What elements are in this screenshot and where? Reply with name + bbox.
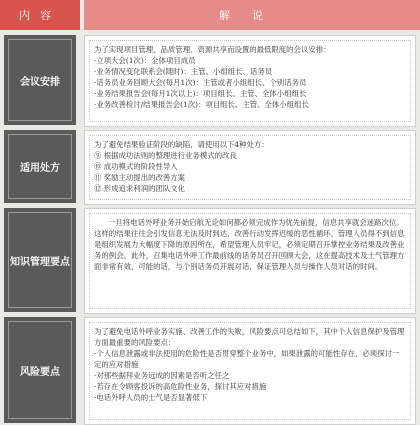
list-item: ·电话外呼人员的士气是否显著低下 bbox=[94, 393, 208, 402]
list-item: ·业务结果报告会(每月1次以上)：项目组长、主管、全体小组组长 bbox=[94, 89, 307, 98]
header-explanation-column: 解说 bbox=[84, 0, 420, 30]
row-content bbox=[89, 40, 411, 122]
list-item: ·业务改善检讨/结果报告会(1次)：项目组长、主管、全体小组组长 bbox=[94, 100, 309, 109]
list-item: ⑩ 成功模式的阶段性导入 bbox=[94, 162, 178, 171]
row-list bbox=[94, 150, 406, 194]
list-item: ⑫ 形成追求利润的团队文化 bbox=[94, 184, 186, 193]
row-content-box bbox=[84, 130, 416, 205]
row-content-box bbox=[84, 208, 416, 314]
row-intro: 为了避免结果验证阶段的缺陷，请使用以下4种处方： bbox=[94, 140, 269, 149]
row-label: 适用处方 bbox=[8, 134, 72, 199]
row-label-box bbox=[4, 35, 76, 125]
list-item: ·话务员业务回顾大会(每月1次)：主管或者小组组长、个别话务员 bbox=[94, 78, 307, 87]
row-prescription bbox=[0, 130, 420, 203]
row-content bbox=[89, 213, 411, 309]
list-item: ⑪ 奖励主动提出的改善方案 bbox=[94, 173, 186, 182]
row-intro: 为了避免电话外呼业务实施、改善工作的失败，风险要点可总结如下，其中个人信息保护及管理方面最重要的风险要点： bbox=[94, 327, 405, 347]
row-meeting bbox=[0, 35, 420, 125]
row-label: 会议安排 bbox=[8, 39, 72, 121]
table-header bbox=[0, 0, 420, 30]
row-label-box bbox=[4, 130, 76, 203]
row-label-box bbox=[4, 317, 76, 423]
row-list bbox=[94, 348, 406, 403]
list-item: ·立项大会(1次)：全体项目成员 bbox=[94, 56, 196, 65]
row-content-box bbox=[84, 35, 416, 127]
row-content bbox=[89, 322, 411, 420]
row-content-box bbox=[84, 317, 416, 425]
row-paragraph: 一旦将电话外呼业务开始启航无论如何都必须完成作为优先前提，信息共享就会迷路次位。这样的结果往往会引发信息无法及时到达，改善行动发挥迟缓的恶性循环。管理人员得不到信息是组织发展力大幅度下降的原因所在，希望管理人员牢记，必须定期召开掌控业务结果及改善业务的例会。此外，召集电话外呼工作最前线的话务员召开回顾大会，这在提高技术及士气管理方面非常有效，可能的话，与个别话务员开展对话，保证管理人员与操作人员对话的时间。 bbox=[94, 218, 405, 271]
list-item: ·若存在令顾客投诉的高危险性业务，探讨其应对措施 bbox=[94, 382, 267, 391]
row-label-box bbox=[4, 208, 76, 312]
row-label: 知识管理要点 bbox=[8, 212, 72, 308]
row-content bbox=[89, 135, 411, 200]
row-knowledge bbox=[0, 208, 420, 312]
header-content-column: 内容 bbox=[0, 0, 80, 30]
row-risk bbox=[0, 317, 420, 423]
list-item: ⑨ 根据成功法则的整理进行业务模式的改良 bbox=[94, 151, 237, 160]
list-item: ·业务情况变化联系会(随时)：主管、小组组长、话务员 bbox=[94, 67, 273, 76]
list-item: ·个人信息泄露或非法使用的危险性是否贯穿整个业务中，如果泄露的可能性存在，必须探讨一定的应对措施 bbox=[94, 349, 400, 369]
row-intro: 为了实现项目管理、品质管理、资源共享而设置的最低限度的会议安排： bbox=[94, 45, 331, 54]
list-item: ·对那些据拜业务远成的因素是否听之任之 bbox=[94, 371, 230, 380]
row-list bbox=[94, 55, 406, 110]
row-label: 风险要点 bbox=[8, 321, 72, 419]
